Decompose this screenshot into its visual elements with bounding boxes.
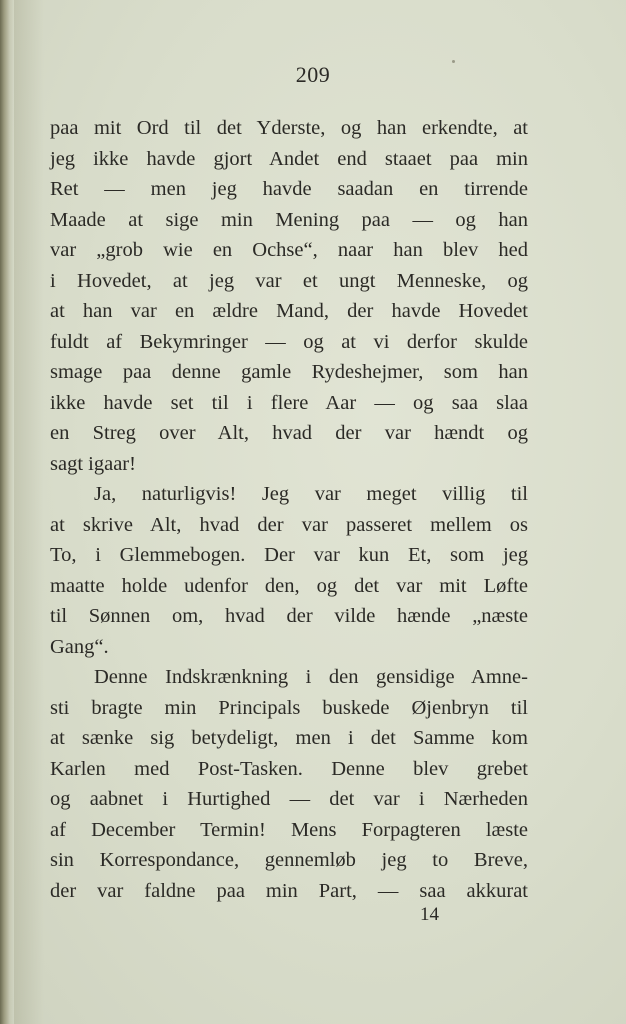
page-number: 209 [295,62,331,87]
text-line: sin Korrespondance, gennemløb jeg to Breve, [50,849,528,871]
paragraph-end-line: sagt igaar! [50,452,136,475]
text-line: To, i Glemmebogen. Der var kun Et, som jeg [50,544,528,566]
text-line: var „grob wie en Ochse“, naar han blev hed [50,239,528,261]
text-line: at sænke sig betydeligt, men i det Samme kom [50,727,528,749]
text-line: maatte holde udenfor den, og det var mit Løfte [50,574,528,597]
text-line: smage paa denne gamle Rydeshejmer, som han [50,361,528,383]
text-line: der var faldne paa min Part, — saa akkurat [50,879,528,902]
text-line: Maade at sige min Mening paa — og han [50,208,528,231]
text-line: af December Termin! Mens Forpagteren læste [50,818,528,841]
text-line: at skrive Alt, hvad der var passeret mellem os [50,513,528,536]
book-spine-edge [0,0,14,1024]
paragraph-start-line: Denne Indskrænkning i den gensidige Amne- [94,666,528,688]
text-line: jeg ikke havde gjort Andet end staaet paa min [50,147,528,170]
paragraph-end-line: Gang“. [50,635,109,658]
paragraph-start-line: Ja, naturligvis! Jeg var meget villig til [94,483,528,505]
text-line: en Streg over Alt, hvad der var hændt og [50,422,528,444]
text-line: paa mit Ord til det Yderste, og han erkendte, at [50,117,528,139]
text-line: til Sønnen om, hvad der vilde hænde „næste [50,605,528,627]
body-text [50,113,528,906]
text-line: ikke havde set til i flere Aar — og saa slaa [50,391,528,414]
text-line: fuldt af Bekymringer — og at vi derfor skulde [50,330,528,353]
gutter-shadow [14,0,44,1024]
text-line: Ret — men jeg havde saadan en tirrende [50,178,528,200]
text-line: at han var en ældre Mand, der havde Hovedet [50,300,528,322]
text-line: i Hovedet, at jeg var et ungt Menneske, og [50,269,528,292]
signature-mark: 14 [420,904,439,925]
text-line: Karlen med Post-Tasken. Denne blev grebet [50,757,528,780]
text-line: og aabnet i Hurtighed — det var i Nærheden [50,788,528,810]
text-line: sti bragte min Principals buskede Øjenbryn til [50,696,528,719]
